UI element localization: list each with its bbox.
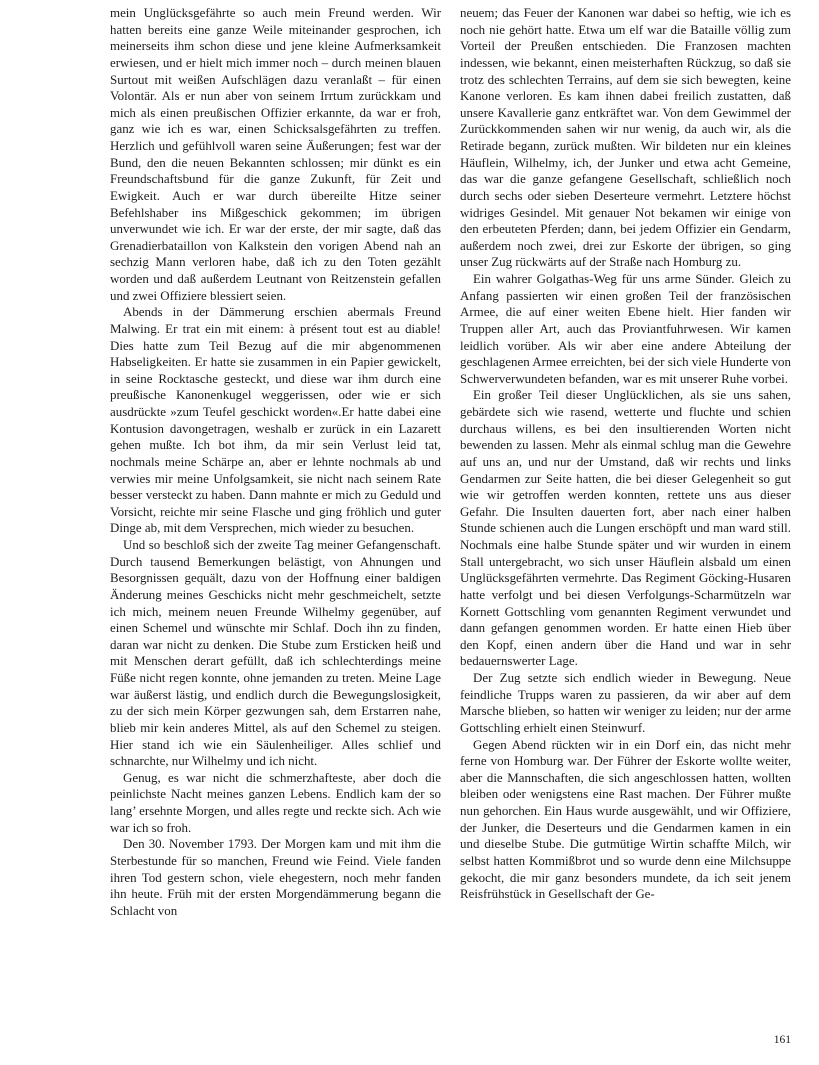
left-paragraph-5: Den 30. November 1793. Der Morgen kam und mit ihm die Sterbestunde für so manchen, Freund wie Feind. Viele fanden ihren Tod gestern schon, viele ehegestern, noch mehr fanden ihn heute. Früh mit der ersten Morgendämmerung begann die Schlacht von <box>110 836 441 918</box>
left-text-column <box>110 5 441 919</box>
right-paragraph-3: Ein großer Teil dieser Unglücklichen, als sie uns sahen, gebärdete sich wie rasend, wetterte und fluchte und schien durchaus willens, es bei den insultierenden Worten nicht bewenden zu lassen. Mehr als einmal schlug man die Gewehre auf uns an, und nur der Umstand, daß wir rechts und links Gendarmen zur Seite hatten, die bei dieser Gelegenheit so gut wie wir getroffen werden konnten, rettete uns aus dieser Gefahr. Die Insulten dauerten fort, aber nach einer halben Stunde schienen auch die Lungen erschöpft und man ward still. Nochmals eine halbe Stunde später und wir wurden in einem Stall untergebracht, wo sich unser Häuflein alsbald um einen Unglücksgefährten vermehrte. Das Regiment Göcking-Husaren hatte verfolgt und bei diesen Verfolgungs-Scharmützeln war Kornett Gottschling vom genannten Regiment verwundet und dann gefangen genommen worden. Er hatte einen Hieb über den Kopf, einen andern über die Hand und war in sehr bedauernswerter Lage. <box>460 387 791 669</box>
left-paragraph-1: mein Unglücksgefährte so auch mein Freund werden. Wir hatten bereits eine ganze Weile miteinander gesprochen, ich meinerseits ihm schon diese und jene kleine Aufmerksamkeit erwiesen, und er hielt mich immer noch – durch meinen blauen Surtout mit weißen Aufschlägen dazu veranlaßt – für einen Volontär. Als er nun aber von seinem Irrtum zurückkam und mich als einen preußischen Offizier erkannte, da war er froh, ganz wie ich es war, einen Schicksalsgefährten zu treffen. Herzlich und gefühlvoll waren seine Äußerungen; fest war der Bund, den die neuen Bekannten schlossen; mir dünkt es ein Freundschaftsbund für die ganze Zukunft, für Zeit und Ewigkeit. Auch er war durch übereilte Hitze seiner Befehlshaber ins Mißgeschick gekommen; im übrigen unverwundet wie ich. Er war der erste, der mir sagte, daß das Grenadierbataillon von Kalkstein den vorigen Abend nah an sechzig Mann verloren habe, daß ich zu den Toten gezählt worden und daß außerdem Leutnant von Reitzenstein gefallen und zwei Offiziere blessiert seien. <box>110 5 441 303</box>
right-text-column <box>460 5 791 903</box>
left-paragraph-2: Abends in der Dämmerung erschien abermals Freund Malwing. Er trat ein mit einem: à présent tout est au diable! Dies hatte zum Teil Bezug auf die mir abgenommenen Habseligkeiten. Er hatte sie zusammen in ein Papier gewickelt, in seine Rocktasche gesteckt, und diese war ihm durch eine preußische Kanonenkugel weggerissen, oder wie er sich ausdrückte »zum Teufel geschickt worden«.Er hatte dabei eine Kontusion davongetragen, weshalb er zurück in ein Lazarett gehen mußte. Ich bot ihm, da mir sein Verlust leid tat, nochmals meine Schärpe an, aber er lehnte nochmals ab und verwies mir meine Unfolgsamkeit, sie nicht nach seinem Rate besser versteckt zu haben. Dann mahnte er mich zu Geduld und Vorsicht, reichte mir seine Flasche und ging fröhlich und guter Dinge ab, mit dem Versprechen, mich wieder zu besuchen. <box>110 304 441 536</box>
left-paragraph-3: Und so beschloß sich der zweite Tag meiner Gefangenschaft. Durch tausend Bemerkungen belästigt, von Ahnungen und Besorgnissen gequält, dazu von der Hoffnung einer baldigen Änderung meines Geschicks nicht mehr geschmeichelt, setzte ich mich, meinem neuen Freunde Wilhelmy gegenüber, auf einen Schemel und wünschte mir Schlaf. Doch ihn zu finden, daran war nicht zu denken. Die Stube zum Ersticken heiß und mit Menschen derart gefüllt, daß ich schlechterdings meine Füße nicht regen konnte, ohne jemanden zu treten. Meine Lage war äußerst lästig, und endlich durch die Bewegungslosigkeit, zu der sich mein Körper gezwungen sah, dem Erstarren nahe, blieb mir kein anderes Mittel, als auf den Schemel zu steigen. Hier stand ich wie ein Säulenheiliger. Alles schlief und schnarchte, nur Wilhelmy und ich nicht. <box>110 537 441 769</box>
right-paragraph-1: neuem; das Feuer der Kanonen war dabei so heftig, wie ich es noch nie gehört hatte. Etwa um elf war die Bataille völlig zum Vorteil der Preußen entschieden. Die Franzosen machten indessen, wie bekannt, einen meisterhaften Rückzug, so daß sie trotz des schlechten Terrains, auf dem sie sich bewegten, keine Kanone verloren. Es kam ihnen dabei freilich zustatten, daß unsere Kavallerie ganz entkräftet war. Von dem Gewimmel der Zurückkommenden sahen wir nur wenig, da auch wir, als die Retirade begann, zurück mußten. Wir bildeten nur ein kleines Häuflein, Wilhelmy, ich, der Junker und etwa acht Gemeine, das war die ganze gefangene Gesellschaft, schließlich noch durch sechs oder sieben Deserteure vermehrt. Letztere höchst widriges Gesindel. Mit genauer Not bekamen wir einige von den erbeuteten Pferden; dann, bei jedem Offizier ein Gendarm, außerdem noch zwei, drei zur Eskorte der übrigen, so ging unser Zug rückwärts auf der Straße nach Homburg zu. <box>460 5 791 270</box>
right-paragraph-4: Der Zug setzte sich endlich wieder in Bewegung. Neue feindliche Trupps waren zu passieren, da wir aber auf dem Marsche blieben, so hatten wir weniger zu leiden; nur der arme Gottschling erhielt einen Steinwurf. <box>460 670 791 735</box>
page-number: 161 <box>773 1034 791 1046</box>
left-paragraph-4: Genug, es war nicht die schmerzhafteste, aber doch die peinlichste Nacht meines ganzen Lebens. Endlich kam der so lang’ ersehnte Morgen, und alles regte und reckte sich. Ach wie war ich so froh. <box>110 769 441 835</box>
right-paragraph-5: Gegen Abend rückten wir in ein Dorf ein, das nicht mehr ferne von Homburg war. Der Führer der Eskorte wollte weiter, aber die Mannschaften, die sich angeschlossen hatten, wollten bleiben oder wenigstens eine Rast machen. Der Führer mußte nun gehorchen. Ein Haus wurde ausgewählt, und wir Offiziere, der Junker, die Deserteurs und die Gendarmen kamen in ein und dieselbe Stube. Die gutmütige Wirtin schaffte Milch, wir selbst hatten Kommißbrot und so wurde denn eine Milchsuppe gekocht, die mir ganz besonders mundete, da ich seit jenem Reisfrühstück in Gesellschaft der Ge- <box>460 736 791 902</box>
right-paragraph-2: Ein wahrer Golgathas-Weg für uns arme Sünder. Gleich zu Anfang passierten wir einen großen Teil der französischen Armee, die auf einer weiten Ebene hielt. Hier fanden wir Truppen aller Art, auch das Proviantfuhrwesen. Wir kamen leidlich vorüber. Als wir aber eine andere Abteilung der geschlagenen Armee erreichten, bei der sich viele Hunderte von Schwerverwundeten befanden, war es mit unserer Ruhe vorbei. <box>460 271 791 386</box>
